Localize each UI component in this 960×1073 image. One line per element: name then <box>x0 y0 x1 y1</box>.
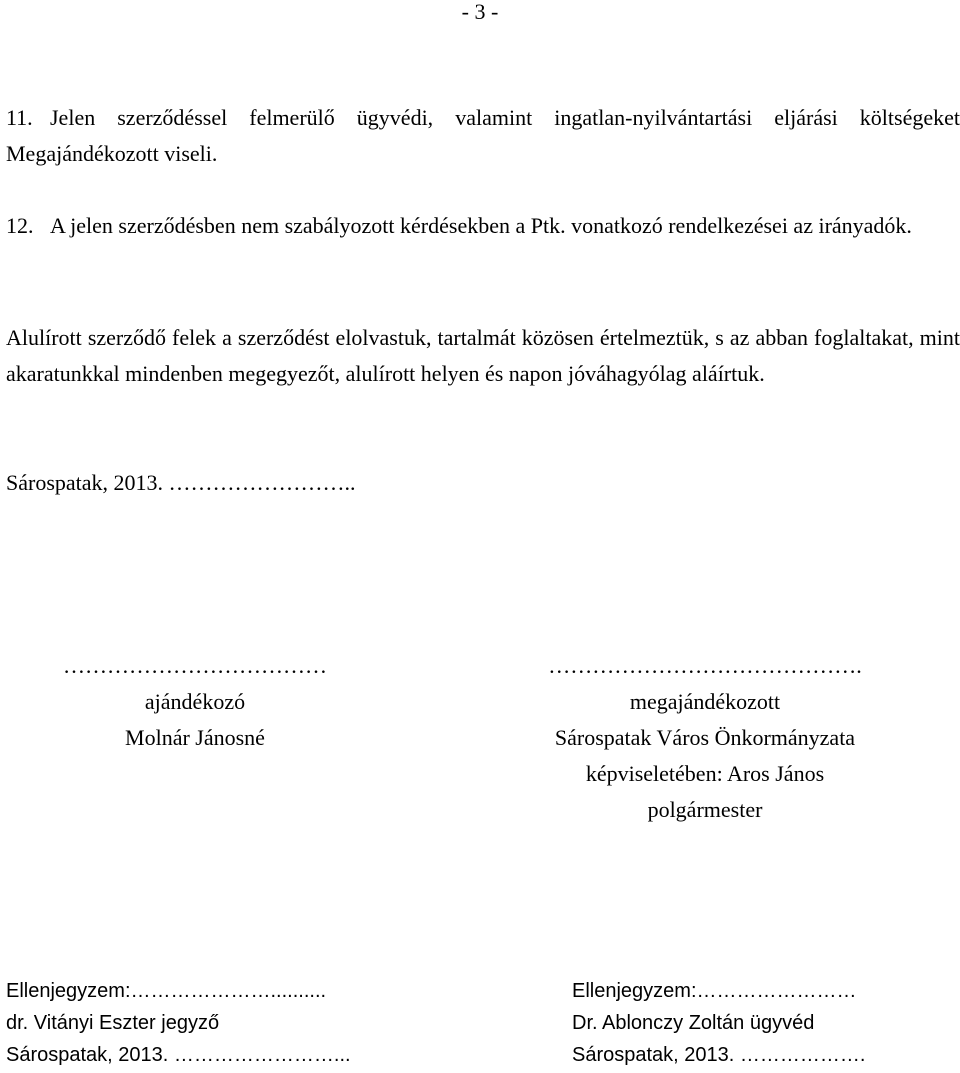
place-date-line: Sárospatak, 2013. …………………….. <box>6 470 356 495</box>
closing-paragraph: Alulírott szerződő felek a szerződést elolvastuk, tartalmát közösen értelmeztük, s az abban foglaltakat, mint akaratunkkal mindenben megegyezőt, alulírott helyen és napon jóváhagyólag aláírtuk. <box>6 325 960 386</box>
signer-role: megajándékozott <box>629 689 781 714</box>
clause-number: 11. <box>6 105 33 130</box>
clause-number: 12. <box>6 213 34 238</box>
signature-line: ……………………………………. <box>548 653 862 678</box>
countersign-place-date: Sárospatak, 2013. ……………………... <box>6 1044 351 1066</box>
countersign-label: Ellenjegyzem:…………………… <box>572 980 857 1002</box>
clause-11 <box>6 100 960 172</box>
countersign-name: dr. Vitányi Eszter jegyző <box>6 1012 220 1034</box>
clause-text: A jelen szerződésben nem szabályozott kérdésekben a Ptk. vonatkozó rendelkezései az irányadók. <box>50 213 912 238</box>
signer-role: ajándékozó <box>144 689 246 714</box>
clause-12 <box>6 208 960 244</box>
countersign-lawyer <box>572 975 952 1071</box>
signature-line: ……………………………… <box>63 653 327 678</box>
countersign-place-date: Sárospatak, 2013. ………………. <box>572 1044 866 1066</box>
signer-name: Sárospatak Város Önkormányzata <box>554 725 856 750</box>
countersign-label: Ellenjegyzem:………………….......... <box>6 980 327 1002</box>
clause-text: Jelen szerződéssel felmerülő ügyvédi, valamint ingatlan-nyilvántartási eljárási költségeket Megajándékozott viseli. <box>6 105 960 166</box>
page-number: - 3 - <box>461 0 499 24</box>
signature-block-donor <box>30 648 360 756</box>
signer-name: Molnár Jánosné <box>125 725 265 750</box>
countersign-notary <box>6 975 446 1071</box>
signature-block-recipient <box>495 648 915 828</box>
signer-representation: képviseletében: Aros János <box>585 761 825 786</box>
signer-title: polgármester <box>647 797 763 822</box>
countersign-name: Dr. Ablonczy Zoltán ügyvéd <box>572 1012 815 1034</box>
